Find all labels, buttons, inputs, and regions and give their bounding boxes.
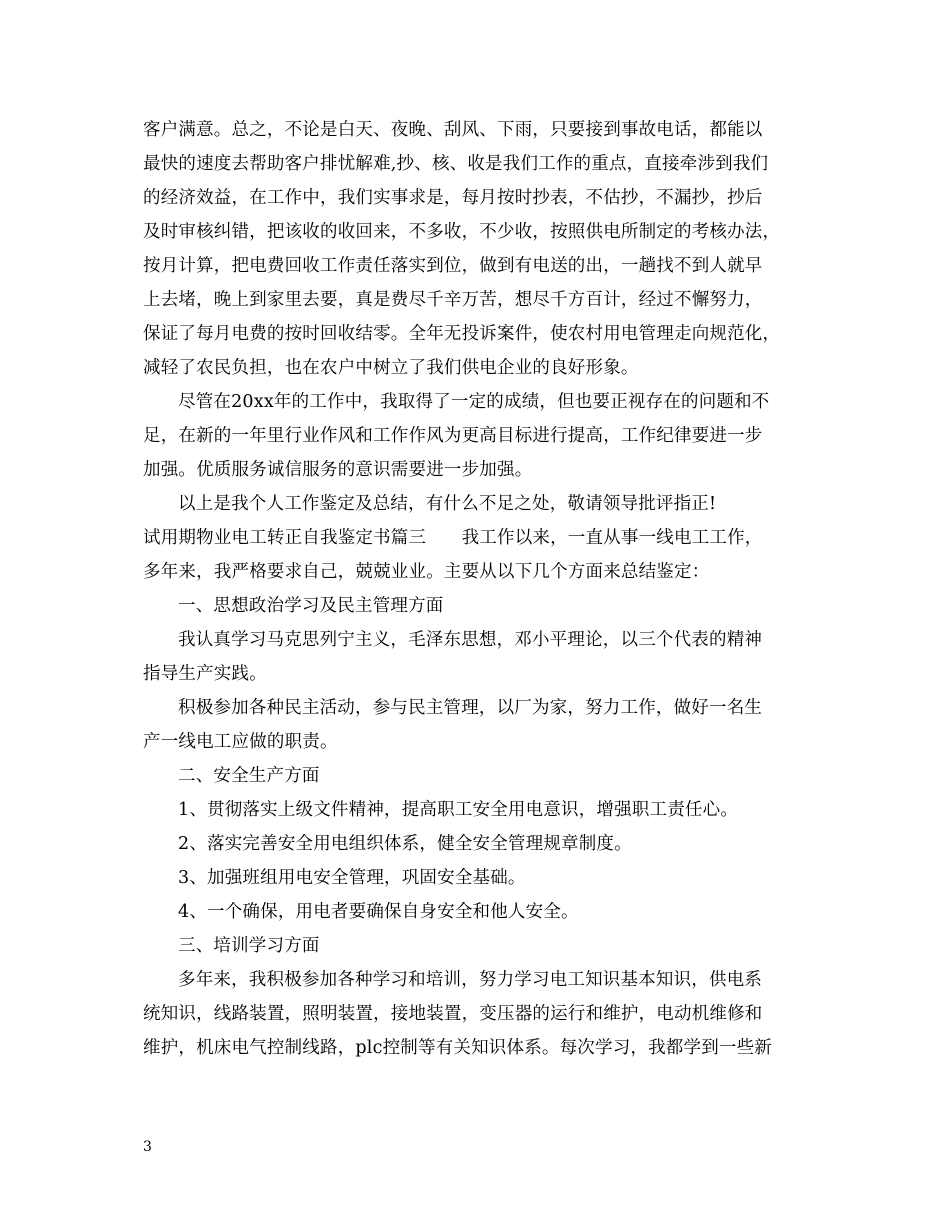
text-line: 以上是我个人工作鉴定及总结，有什么不足之处，敬请领导批评指正! <box>178 494 717 514</box>
section-heading: 三、培训学习方面 <box>178 936 320 956</box>
text-line: 产一线电工应做的职责。 <box>143 732 338 752</box>
list-item: 3、加强班组用电安全管理，巩固安全基础。 <box>178 868 526 888</box>
text-line: 我认真学习马克思列宁主义，毛泽东思想，邓小平理论，以三个代表的精神 <box>178 630 763 650</box>
text-line: 及时审核纠错，把该收的收回来，不多收，不少收，按照供电所制定的考核办法， <box>143 222 781 242</box>
list-item: 2、落实完善安全用电组织体系，健全安全管理规章制度。 <box>178 834 632 854</box>
text-line: 多年来，我严格要求自己，兢兢业业。主要从以下几个方面来总结鉴定： <box>143 562 710 582</box>
text-line: 多年来，我积极参加各种学习和培训，努力学习电工知识基本知识，供电系 <box>178 970 763 990</box>
text-line: 足，在新的一年里行业作风和工作作风为更高目标进行提高，工作纪律要进一步 <box>143 426 763 446</box>
text-line: 指导生产实践。 <box>143 664 267 684</box>
text-line: 按月计算，把电费回收工作责任落实到位，做到有电送的出，一趟找不到人就早 <box>143 256 763 276</box>
text-line: 积极参加各种民主活动，参与民主管理，以厂为家，努力工作，做好一名生 <box>178 698 763 718</box>
text-line: 加强。优质服务诚信服务的意识需要进一步加强。 <box>143 460 533 480</box>
section-title-line: 试用期物业电工转正自我鉴定书篇三 我工作以来，一直从事一线电工工作， <box>143 528 763 548</box>
list-item: 4、一个确保，用电者要确保自身安全和他人安全。 <box>178 902 579 922</box>
text-line: 尽管在20xx年的工作中，我取得了一定的成绩，但也要正视存在的问题和不 <box>178 392 770 412</box>
text-line: 客户满意。总之，不论是白天、夜晚、刮风、下雨，只要接到事故电话，都能以 <box>143 120 763 140</box>
text-line: 保证了每月电费的按时回收结零。全年无投诉案件，使农村用电管理走向规范化， <box>143 324 781 344</box>
section-heading: 二、安全生产方面 <box>178 766 320 786</box>
section-heading: 一、思想政治学习及民主管理方面 <box>178 596 444 616</box>
text-line: 统知识，线路装置，照明装置，接地装置，变压器的运行和维护，电动机维修和 <box>143 1004 763 1024</box>
page-number: 3 <box>143 1139 152 1155</box>
text-line: 减轻了农民负担，也在农户中树立了我们供电企业的良好形象。 <box>143 358 639 378</box>
text-line: 上去堵，晚上到家里去要，真是费尽千辛万苦，想尽千方百计，经过不懈努力， <box>143 290 763 310</box>
text-line: 最快的速度去帮助客户排忧解难,抄、核、收是我们工作的重点，直接牵涉到我们 <box>143 154 769 174</box>
text-line: 的经济效益，在工作中，我们实事求是，每月按时抄表，不估抄，不漏抄，抄后 <box>143 188 763 208</box>
list-item: 1、贯彻落实上级文件精神，提高职工安全用电意识，增强职工责任心。 <box>178 800 739 820</box>
text-line: 维护，机床电气控制线路，plc控制等有关知识体系。每次学习，我都学到一些新 <box>143 1038 772 1058</box>
